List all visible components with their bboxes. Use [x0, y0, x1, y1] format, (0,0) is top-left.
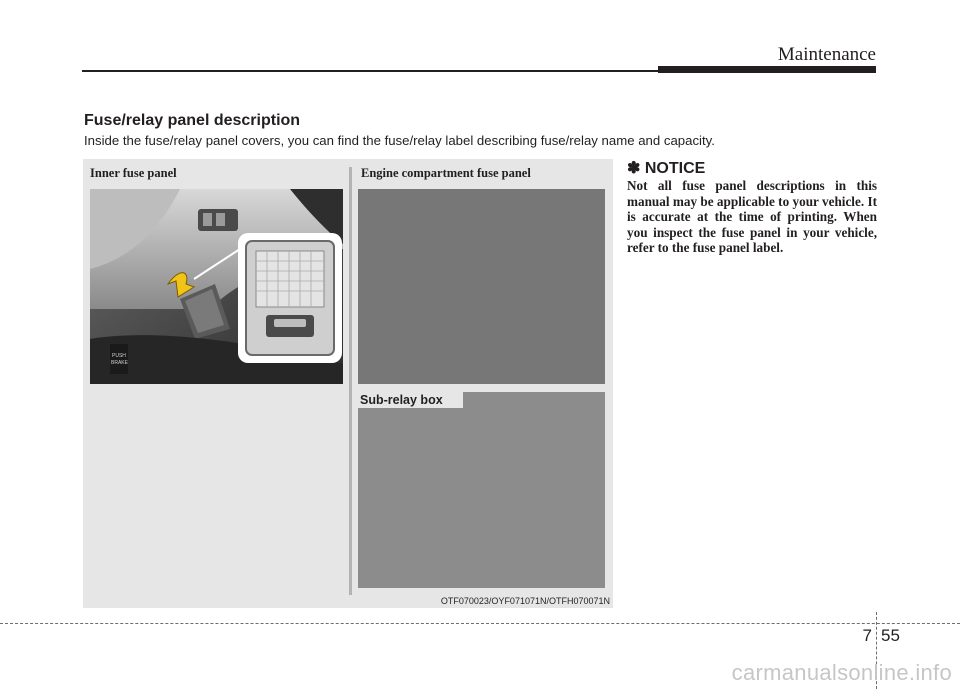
section-title: Maintenance	[777, 44, 876, 65]
sub-relay-box-label: Sub-relay box	[358, 392, 463, 408]
pedal-text-2: BRAKE	[111, 360, 128, 366]
inner-fuse-panel-photo	[90, 189, 343, 384]
pedal-text: PUSH	[112, 353, 126, 359]
page-number: 55	[881, 626, 900, 645]
sub-relay-box-photo	[358, 392, 605, 588]
figure-code: OTF070023/OYF071071N/OTFH070071N	[440, 596, 610, 606]
intro-text: Inside the fuse/relay panel covers, you can find the fuse/relay label describing fuse/relay name and capacity.	[84, 133, 715, 148]
figure-divider	[349, 167, 352, 595]
inner-fuse-panel-label: Inner fuse panel	[90, 166, 177, 180]
header-rule-thick	[658, 66, 876, 73]
inner-fuse-illustration	[90, 189, 343, 384]
page-heading: Fuse/relay panel description	[84, 112, 301, 129]
notice-title: ✽ NOTICE	[627, 160, 706, 177]
engine-fuse-panel-photo	[358, 189, 605, 384]
footer-dashed-line	[0, 623, 960, 624]
chapter-number: 7	[862, 626, 872, 645]
engine-fuse-panel-label: Engine compartment fuse panel	[361, 166, 531, 180]
notice-body: Not all fuse panel descriptions in this manual may be applicable to your vehicle. It is accurate at the time of printing. When you inspect the fuse panel in your vehicle, refer to the fuse panel label.	[627, 178, 877, 255]
fuse-figure	[83, 159, 613, 608]
watermark: carmanualsonline.info	[731, 660, 952, 685]
header-rule-thin	[82, 70, 660, 72]
